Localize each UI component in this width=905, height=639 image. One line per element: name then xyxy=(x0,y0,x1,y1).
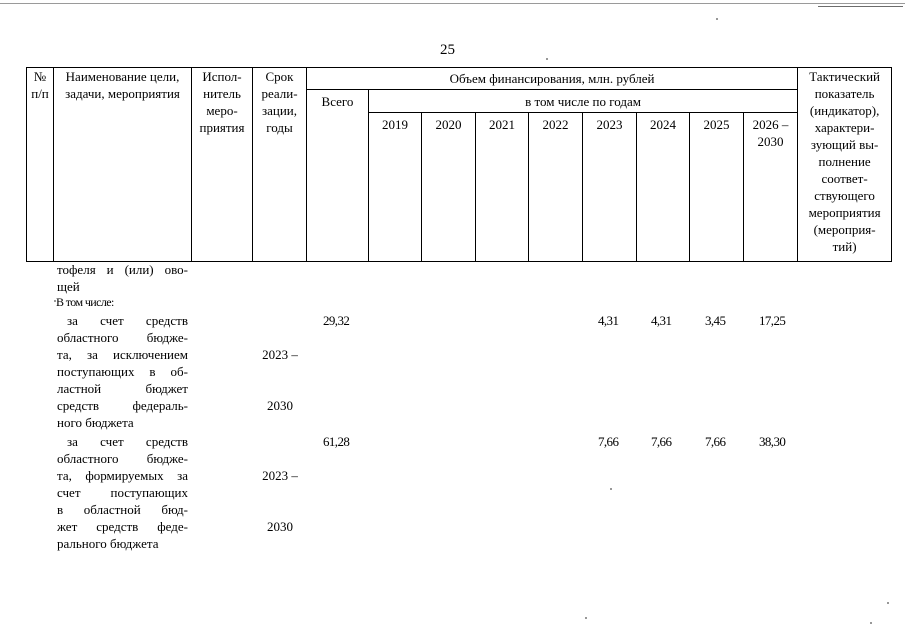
row2-2023: 7,66 xyxy=(598,434,619,449)
header-year-2020: 2020 xyxy=(422,113,476,262)
row1-name-line: поступающих в об- xyxy=(57,364,188,379)
row2-name-line: в областной бюд- xyxy=(57,502,188,517)
row1-term-end: 2030 xyxy=(267,398,293,413)
row1-name-line: ластной бюджет xyxy=(57,381,188,396)
row1-term-start: 2023 – xyxy=(262,347,298,362)
scan-speck xyxy=(887,602,889,604)
row1-name-line: та, за исключением xyxy=(57,347,188,362)
header-executor: Испол- нитель меро- приятия xyxy=(192,68,253,262)
header-by-years: в том числе по годам xyxy=(369,90,798,113)
scan-speck xyxy=(546,58,548,60)
row1-name-line: областного бюдже- xyxy=(57,330,188,345)
row1-2024: 4,31 xyxy=(651,313,672,328)
row2-name-line: рального бюджета xyxy=(57,536,159,551)
page-number: 25 xyxy=(440,42,455,58)
row1-name-line: за счет средств xyxy=(67,313,188,328)
header-year-2025: 2025 xyxy=(690,113,744,262)
header-indicator: Тактический показатель (индикатор), характери- зующий вы- полнение соответ- ствующего мероприятия (мероприя- тий) xyxy=(798,68,892,262)
header-funding: Объем финансирования, млн. рублей xyxy=(307,68,798,90)
row1-name-line: средств федераль- xyxy=(57,398,188,413)
row2-name-line: счет поступающих xyxy=(57,485,188,500)
row1-term xyxy=(254,312,306,448)
table-row-name xyxy=(57,312,188,431)
row2-name-line: та, формируемых за xyxy=(57,468,188,483)
scan-speck xyxy=(870,622,872,624)
row2-term xyxy=(254,433,306,569)
row2-name-line: областного бюдже- xyxy=(57,451,188,466)
row1-2026-2030: 17,25 xyxy=(759,313,786,328)
continuation-text xyxy=(57,261,188,295)
scan-speck xyxy=(716,18,718,20)
header-total: Всего xyxy=(307,90,369,262)
scan-speck xyxy=(610,488,612,490)
header-term: Срок реали- зации, годы xyxy=(253,68,307,262)
row2-2024: 7,66 xyxy=(651,434,672,449)
table-row-name xyxy=(57,433,188,552)
row2-term-start: 2023 – xyxy=(262,468,298,483)
row2-2025: 7,66 xyxy=(705,434,726,449)
row1-2023: 4,31 xyxy=(598,313,619,328)
row2-name-line: жет средств феде- xyxy=(57,519,188,534)
header-year-2023: 2023 xyxy=(583,113,637,262)
header-name: Наименование цели, задачи, мероприятия xyxy=(54,68,192,262)
row2-name-line: за счет средств xyxy=(67,434,188,449)
header-year-2021: 2021 xyxy=(476,113,529,262)
continuation-line-2: щей xyxy=(57,279,80,294)
continuation-line-1: тофеля и (или) ово- xyxy=(57,262,188,277)
row2-total: 61,28 xyxy=(323,434,350,449)
header-year-2019: 2019 xyxy=(369,113,422,262)
header-num: № п/п xyxy=(27,68,54,262)
row1-2025: 3,45 xyxy=(705,313,726,328)
header-year-2022: 2022 xyxy=(529,113,583,262)
scan-speck xyxy=(585,617,587,619)
row1-name-line: ного бюджета xyxy=(57,415,134,430)
row2-term-end: 2030 xyxy=(267,519,293,534)
scan-speck xyxy=(54,300,56,302)
including-label: В том числе: xyxy=(56,295,114,309)
header-year-2026-2030: 2026 – 2030 xyxy=(744,113,798,262)
row2-2026-2030: 38,30 xyxy=(759,434,786,449)
header-year-2024: 2024 xyxy=(637,113,690,262)
row1-total: 29,32 xyxy=(323,313,350,328)
